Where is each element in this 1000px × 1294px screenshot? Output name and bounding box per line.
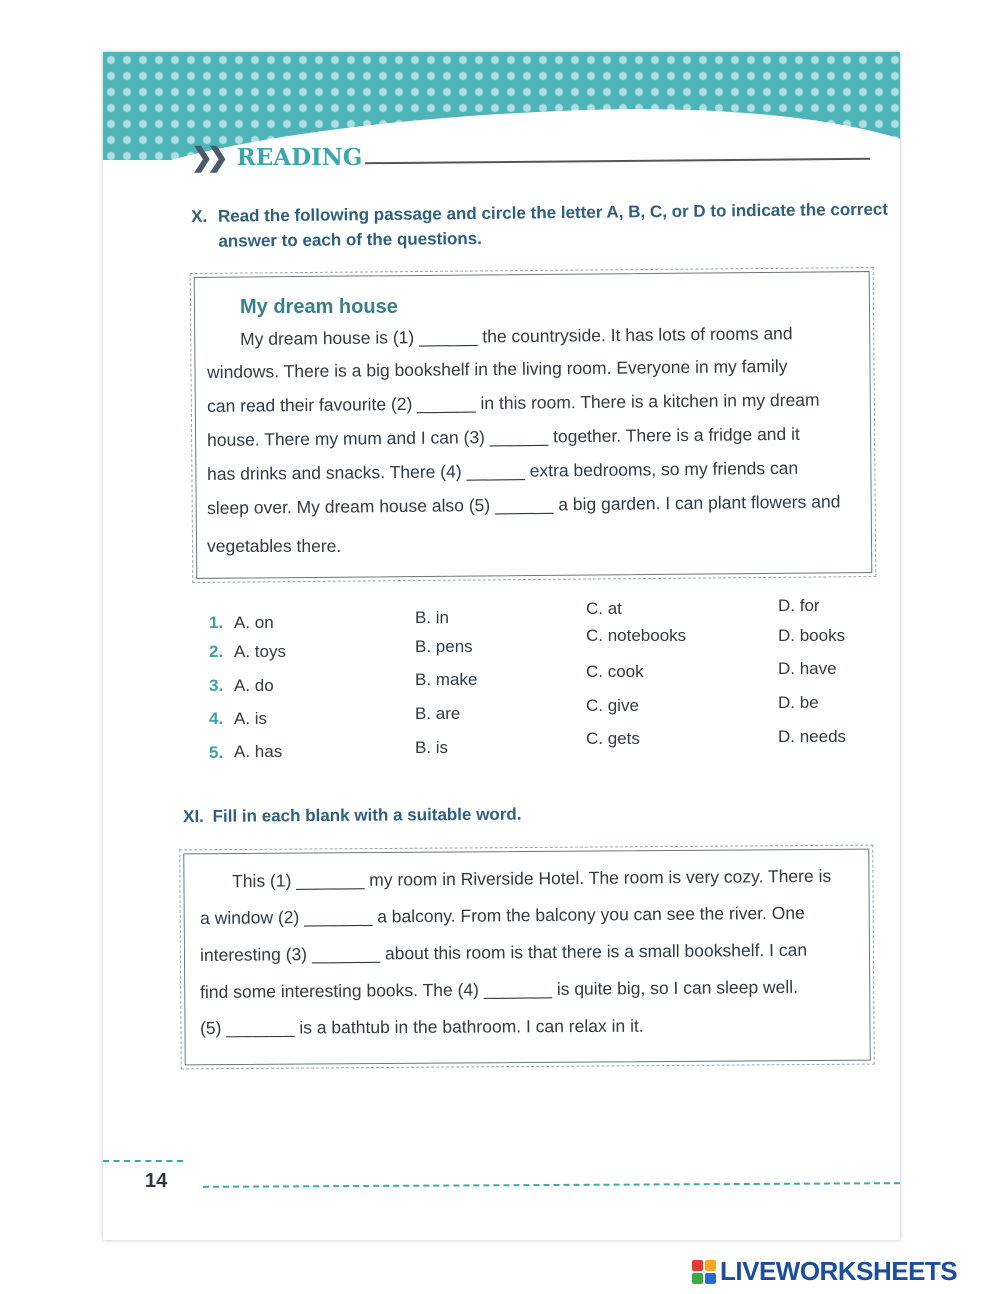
option-a[interactable]: A. do [234,676,274,695]
option-b[interactable]: B. is [415,738,449,757]
exercise-x-number: X. [191,206,208,226]
question-number: 2. [209,642,224,661]
passage-line: This (1) _______ my room in Riverside Hotel. The room is very cozy. There is [232,865,832,891]
footer-dash-right [203,1182,900,1188]
option-d[interactable]: D. needs [778,727,847,746]
passage-line: (5) _______ is a bathtub in the bathroom. I can relax in it. [200,1015,644,1038]
question-number: 4. [209,709,224,728]
passage-line: house. There my mum and I can (3) ______ together. There is a fridge and it [207,423,800,450]
option-b[interactable]: B. pens [415,637,473,656]
passage-line: can read their favourite (2) ______ in this room. There is a kitchen in my dream [207,389,820,416]
passage-line: find some interesting books. The (4) _______ is quite big, so I can sleep well. [200,976,799,1002]
option-c[interactable]: C. notebooks [586,626,687,645]
logo-icon [692,1260,716,1284]
option-d[interactable]: D. for [778,596,820,615]
option-b[interactable]: B. in [415,608,450,627]
logo-square [705,1260,716,1271]
option-b[interactable]: B. are [415,704,461,723]
option-a[interactable]: A. has [234,742,283,761]
section-heading [191,142,362,173]
passage-line: sleep over. My dream house also (5) ______ a big garden. I can plant flowers and [207,491,841,518]
option-a[interactable]: A. on [234,613,274,632]
instruction-line-2: answer to each of the questions. [218,228,483,251]
option-d[interactable]: D. books [778,626,846,645]
passage-line: My dream house is (1) ______ the countryside. It has lots of rooms and [240,323,793,349]
footer-dash-left [103,1160,183,1162]
passage-line: a window (2) _______ a balcony. From the balcony you can see the river. One [200,902,805,928]
option-b[interactable]: B. make [415,670,478,689]
exercise-xi-instruction [183,802,522,829]
worksheet-page [103,52,900,1240]
question-number: 5. [209,743,224,762]
liveworksheets-logo [692,1256,957,1287]
option-c[interactable]: C. give [586,696,639,715]
exercise-x-instruction [191,197,888,254]
passage-line: interesting (3) _______ about this room is that there is a small bookshelf. I can [200,939,808,965]
instruction-text: Fill in each blank with a suitable word. [212,804,522,826]
passage-line: windows. There is a big bookshelf in the living room. Everyone in my family [207,355,788,382]
option-c[interactable]: C. at [586,599,622,618]
passage-line: vegetables there. [207,536,342,556]
double-chevron-icon: ❯❯ [191,142,223,172]
passage-title: My dream house [240,296,398,318]
option-c[interactable]: C. cook [586,662,644,681]
page-number: 14 [145,1170,168,1192]
logo-square [705,1273,716,1284]
logo-text: LIVEWORKSHEETS [720,1256,958,1286]
option-a[interactable]: A. is [234,709,268,728]
option-d[interactable]: D. have [778,659,837,678]
section-title: READING [236,144,363,171]
logo-square [692,1273,703,1284]
option-a[interactable]: A. toys [234,642,286,661]
question-number: 1. [209,613,224,632]
instruction-line-1: Read the following passage and circle the letter A, B, C, or D to indicate the correct [217,199,889,226]
passage-line: has drinks and snacks. There (4) ______ extra bedrooms, so my friends can [207,457,799,484]
logo-square [692,1260,703,1271]
exercise-xi-number: XI. [183,806,204,826]
question-number: 3. [209,676,224,695]
option-c[interactable]: C. gets [586,729,640,748]
option-d[interactable]: D. be [778,693,819,712]
